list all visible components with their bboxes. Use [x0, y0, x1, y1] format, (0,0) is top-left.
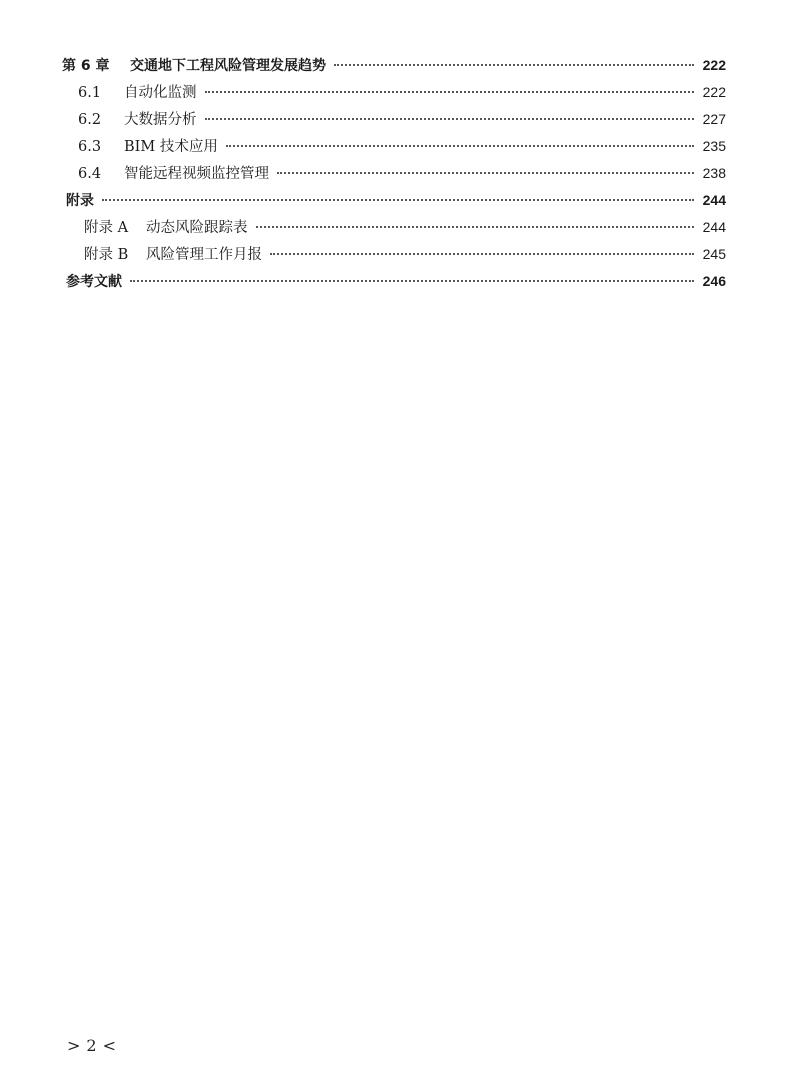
toc-chapter-6[interactable]: [62, 52, 726, 79]
toc-section-6-4[interactable]: [62, 160, 726, 187]
references-title: 参考文献: [66, 274, 122, 290]
chapter-number: 第 6 章: [62, 58, 110, 74]
dot-leader: [270, 253, 694, 255]
dot-leader: [334, 64, 694, 66]
toc-appendix[interactable]: [62, 187, 726, 214]
section-number: 6.2: [78, 112, 102, 128]
footer-left-mark: >: [67, 1036, 81, 1055]
references-page: 246: [702, 273, 726, 289]
section-number: 6.4: [78, 166, 102, 182]
appendix-item-number: 附录 A: [84, 220, 129, 236]
dot-leader: [205, 118, 695, 120]
section-page: 235: [702, 138, 726, 154]
section-title: 智能远程视频监控管理: [124, 166, 269, 182]
toc-section-6-3[interactable]: [62, 133, 726, 160]
section-page: 222: [702, 84, 726, 100]
toc-section-6-1[interactable]: [62, 79, 726, 106]
dot-leader: [226, 145, 694, 147]
table-of-contents: [62, 52, 726, 295]
toc-appendix-a[interactable]: [62, 214, 726, 241]
appendix-page: 244: [702, 192, 726, 208]
appendix-item-title: 动态风险跟踪表: [146, 220, 248, 236]
toc-section-6-2[interactable]: [62, 106, 726, 133]
chapter-page: 222: [702, 57, 726, 73]
toc-appendix-b[interactable]: [62, 241, 726, 268]
page-footer: [64, 1036, 119, 1055]
dot-leader: [277, 172, 694, 174]
toc-references[interactable]: [62, 268, 726, 295]
section-page: 238: [702, 165, 726, 181]
section-page: 227: [702, 111, 726, 127]
appendix-item-page: 245: [702, 246, 726, 262]
appendix-item-page: 244: [702, 219, 726, 235]
section-number: 6.1: [78, 85, 102, 101]
dot-leader: [130, 280, 694, 282]
section-title: 大数据分析: [124, 112, 197, 128]
appendix-title: 附录: [66, 193, 94, 209]
appendix-item-number: 附录 B: [84, 247, 129, 263]
dot-leader: [205, 91, 695, 93]
section-title: BIM 技术应用: [124, 139, 218, 155]
section-number: 6.3: [78, 139, 102, 155]
footer-page-number: 2: [86, 1036, 97, 1055]
dot-leader: [256, 226, 695, 228]
dot-leader: [102, 199, 694, 201]
footer-right-mark: <: [102, 1036, 116, 1055]
section-title: 自动化监测: [124, 85, 197, 101]
appendix-item-title: 风险管理工作月报: [146, 247, 262, 263]
chapter-title: 交通地下工程风险管理发展趋势: [130, 58, 326, 74]
